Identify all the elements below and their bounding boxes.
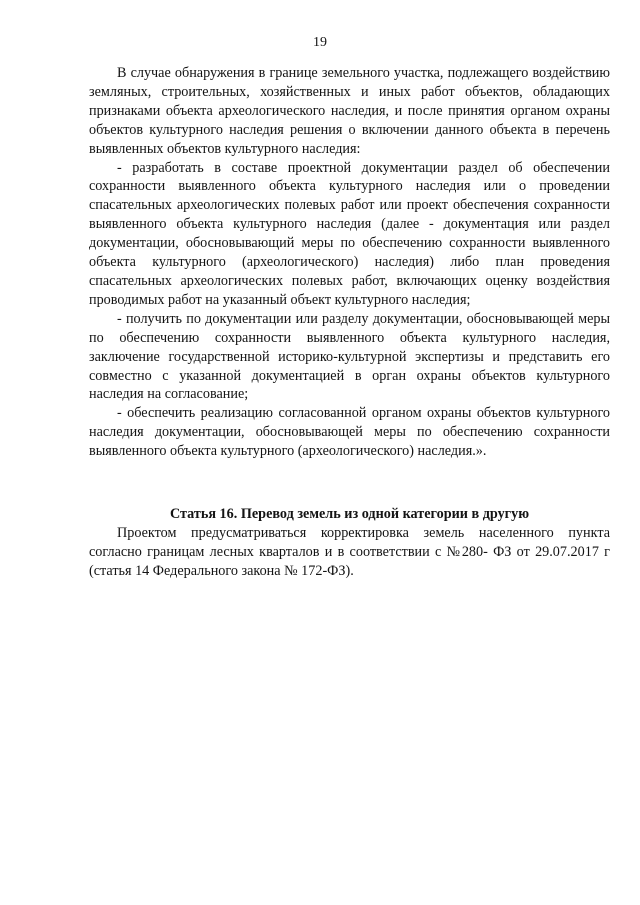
paragraph-item-develop: - разработать в составе проектной документации раздел об обеспечении сохранности выявленного объекта культурного наследия или о проведении спасательных археологических полевых работ или проект обеспечения сохранности выявленного объекта культурного наследия (далее - документация или раздел документации, обосновывающий меры по обеспечению сохранности выявленного объекта культурного (археологического) наследия) либо план проведения спасательных археологических полевых работ, включающих оценку воздействия проводимых работ на указанный объект культурного наследия;	[89, 159, 610, 308]
article-heading: Статья 16. Перевод земель из одной категории в другую	[169, 506, 530, 523]
page-number: 19	[313, 35, 327, 50]
document-body	[89, 64, 610, 581]
paragraph-item-obtain: - получить по документации или разделу документации, обосновывающей меры по обеспечению сохранности выявленного объекта культурного наследия, заключение государственной историко-культурной экспертизы и представить его совместно с указанной документацией в орган охраны объектов культурного наследия на согласование;	[89, 310, 610, 403]
article-text: Проектом предусматриваться корректировка земель населенного пункта согласно границам лесных кварталов и в соответствии с №280- ФЗ от 29.07.2017 г (статья 14 Федерального закона № 172-ФЗ).	[89, 524, 610, 579]
paragraph-intro: В случае обнаружения в границе земельного участка, подлежащего воздействию земляных, строительных, хозяйственных и иных работ объектов, обладающих признаками объекта археологического наследия, и после принятия органом охраны объектов культурного наследия решения о включении данного объекта в перечень выявленных объектов культурного наследия:	[89, 65, 610, 157]
paragraph-item-ensure: - обеспечить реализацию согласованной органом охраны объектов культурного наследия документации, обосновывающей меры по обеспечению сохранности выявленного объекта культурного (археологического) наследия.».	[89, 405, 610, 460]
